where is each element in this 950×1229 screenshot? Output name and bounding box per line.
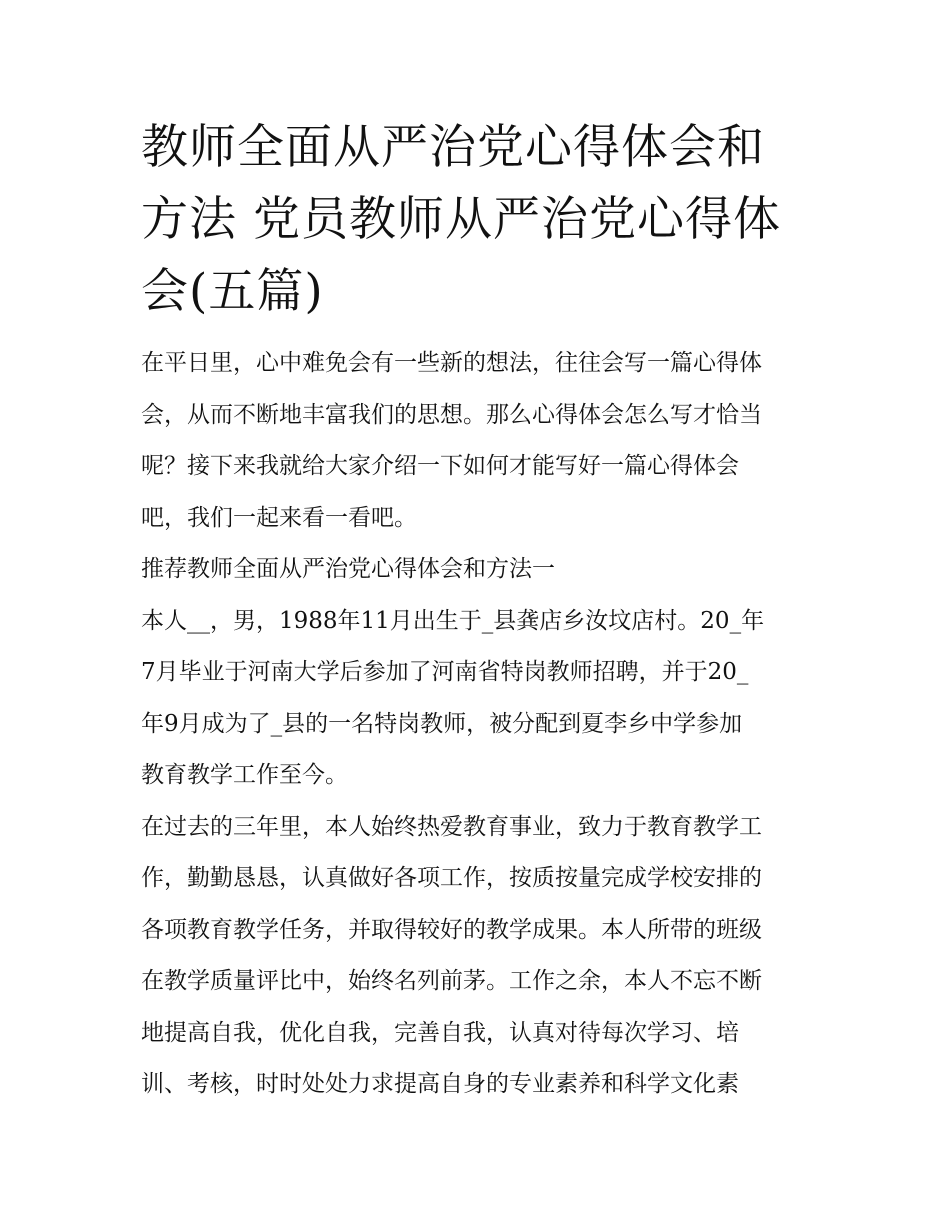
intro-paragraph: 在平日里，心中难免会有一些新的想法，往往会写一篇心得体 会，从而不断地丰富我们的思想。那么心得体会怎么写才恰当 呢？接下来我就给大家介绍一下如何才能写好一篇心得体会 吧，我们一起来看一看吧。 <box>141 350 762 531</box>
section-heading: 推荐教师全面从严治党心得体会和方法一 <box>141 556 555 582</box>
document-title: 教师全面从严治党心得体会和 方法 党员教师从严治党心得体 会(五篇) <box>141 120 781 319</box>
document-page <box>141 112 821 1111</box>
body-paragraph: 在过去的三年里，本人始终热爱教育事业，致力于教育教学工 作，勤勤恳恳，认真做好各项工作，按质按量完成学校安排的 各项教育教学任务，并取得较好的教学成果。本人所带的班级 在教学质量评比中，始终名列前茅。工作之余，本人不忘不断 地提高自我，优化自我，完善自我，认真对待每次学习、培 训、考核，时时处处力求提高自身的专业素养和科学文化素 <box>141 813 762 1097</box>
body-paragraph: 本人__，男，1988年11月出生于_县龚店乡汝坟店村。20_年 7月毕业于河南大学后参加了河南省特岗教师招聘，并于20_ 年9月成为了_县的一名特岗教师，被分配到夏李乡中学参加 教育教学工作至今。 <box>141 607 765 788</box>
